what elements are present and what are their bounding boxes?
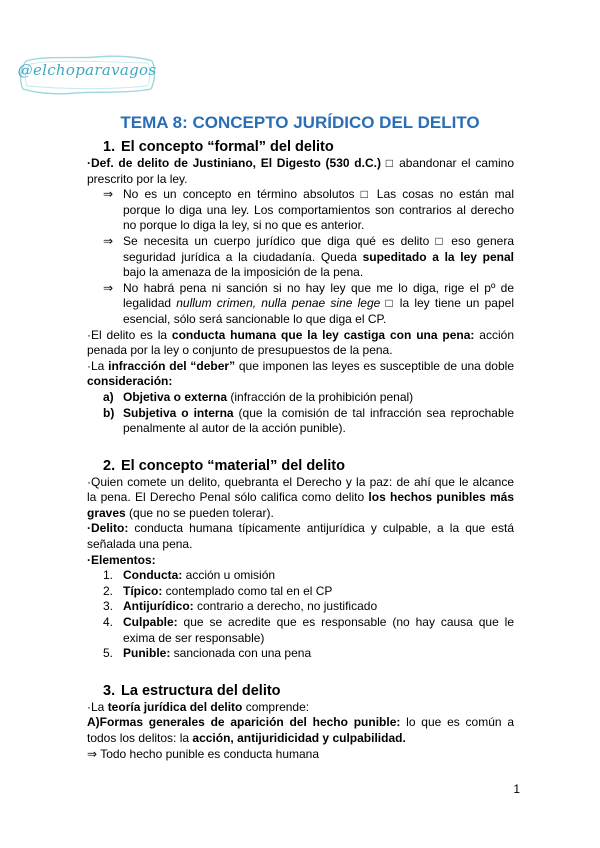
paragraph (87, 359, 514, 390)
list-label: b) (103, 405, 115, 420)
document-body (87, 138, 514, 762)
bold-text: Típico: (123, 583, 163, 598)
list-item (87, 599, 514, 615)
section-title: El concepto “formal” del delito (121, 139, 334, 155)
section-heading-1 (87, 138, 514, 156)
paragraph (87, 328, 514, 359)
bold-text: supeditado a la ley penal (362, 249, 514, 264)
bold-text: Conducta: (123, 568, 183, 583)
bold-text: teoría jurídica del delito (107, 699, 243, 714)
bold-text: consideración: (87, 374, 173, 389)
text: (que no se pueden tolerar). (125, 505, 274, 520)
bold-text: Culpable: (123, 615, 178, 630)
bold-text: Antijurídico: (123, 599, 194, 614)
list-item (87, 568, 514, 584)
list-item (87, 646, 514, 662)
arrow-icon: ⇒ (103, 233, 114, 248)
text: ·Quien comete un delito, quebranta el Derecho y la paz: de ahí que le alcance la pena. El Derecho Penal sólo califica como delito (87, 474, 514, 505)
list-item (87, 281, 514, 328)
bold-text: conducta humana que la ley castiga con una pena: (171, 327, 475, 342)
paragraph (87, 521, 514, 552)
text: lo que es común a todos los delitos: la (87, 715, 514, 745)
list-item (87, 187, 514, 234)
paragraph (87, 700, 514, 716)
bold-text: Subjetiva o interna (123, 405, 234, 420)
section-number: 3. (103, 682, 116, 699)
bold-text: A)Formas generales de aparición del hecho punible: (87, 715, 401, 730)
bold-text: Punible: (123, 646, 171, 661)
text: contrario a derecho, no justificado (193, 599, 378, 614)
bold-text: los hechos punibles más graves (87, 490, 514, 520)
page-title: TEMA 8: CONCEPTO JURÍDICO DEL DELITO (120, 113, 480, 132)
bold-text: acción, antijuridicidad y culpabilidad. (192, 731, 406, 745)
text: acción penada por la ley o conjunto de presupuestos de la pena. (87, 327, 514, 358)
italic-text: nullum crimen, nulla penae sine lege (176, 296, 381, 311)
section-title: El concepto “material” del delito (121, 457, 345, 474)
bold-text: ·Def. de delito de Justiniano, El Digesto (530 d.C.) (87, 156, 381, 170)
list-number: 2. (103, 583, 114, 598)
text: comprende: (242, 699, 310, 714)
paragraph (87, 747, 514, 763)
section-heading-3 (87, 682, 514, 700)
text: que imponen las leyes es susceptible de una doble (235, 358, 514, 373)
text: No es un concepto en término absolutos □ Las cosas no están mal porque lo diga una ley. Los comportamientos son contrarios al derecho no porque lo diga la ley, si no que es anterior. (123, 187, 514, 233)
text: (infracción de la prohibición penal) (227, 389, 414, 404)
paragraph (87, 475, 514, 522)
text: Se necesita un cuerpo jurídico que diga qué es delito □ eso genera seguridad jurídica a la ciudadanía. Queda (123, 233, 514, 264)
text: conducta humana típicamente antijurídica y culpable, a la que está señalada una pena. (87, 521, 514, 552)
list-number: 5. (103, 646, 114, 661)
text: ·La (87, 699, 108, 714)
text: □ abandonar el camino prescrito por la ley. (87, 156, 515, 186)
list-item (87, 234, 514, 281)
text: que se acredite que es responsable (no hay causa que le exima de ser responsable) (123, 615, 514, 645)
text: □ la ley tiene un papel esencial, sólo será sancionable lo que diga el CP. (123, 296, 514, 326)
list-label: a) (103, 389, 114, 404)
section-number: 2. (103, 457, 116, 474)
paragraph (87, 156, 514, 187)
bold-text: infracción del “deber” (108, 358, 236, 373)
list-item (87, 390, 514, 406)
text: (que la comisión de tal infracción sea reprochable penalmente al autor de la acción punible). (123, 405, 514, 436)
arrow-icon: ⇒ (103, 187, 114, 202)
logo-text: @elchoparavagos (17, 61, 157, 79)
text: ·La (87, 358, 109, 373)
list-item (87, 584, 514, 600)
text: No habrá pena ni sanción si no hay ley que me lo diga, rige el pº de legalidad (123, 280, 514, 311)
section-number: 1. (103, 139, 116, 155)
bold-text: ·Delito: (87, 521, 129, 536)
list-number: 1. (103, 568, 114, 583)
list-number: 4. (103, 615, 114, 630)
logo (16, 53, 158, 97)
section-heading-2 (87, 457, 514, 475)
list-number: 3. (103, 599, 114, 614)
paragraph (87, 715, 514, 746)
text: sancionada con una pena (170, 646, 312, 661)
text: acción u omisión (182, 568, 276, 583)
list-item (87, 615, 514, 646)
page-number: 1 (513, 782, 520, 796)
section-title: La estructura del delito (121, 682, 281, 699)
text: Todo hecho punible es conducta humana (100, 746, 320, 761)
text: ·El delito es la (87, 327, 172, 342)
text: contemplado como tal en el CP (162, 583, 333, 598)
arrow-icon: ⇒ (87, 746, 98, 761)
arrow-icon: ⇒ (103, 280, 114, 295)
list-item (87, 406, 514, 437)
paragraph (87, 553, 514, 569)
bold-text: ·Elementos: (87, 552, 156, 567)
text: bajo la amenaza de la imposición de la pena. (123, 265, 364, 280)
bold-text: Objetiva o externa (123, 389, 228, 404)
